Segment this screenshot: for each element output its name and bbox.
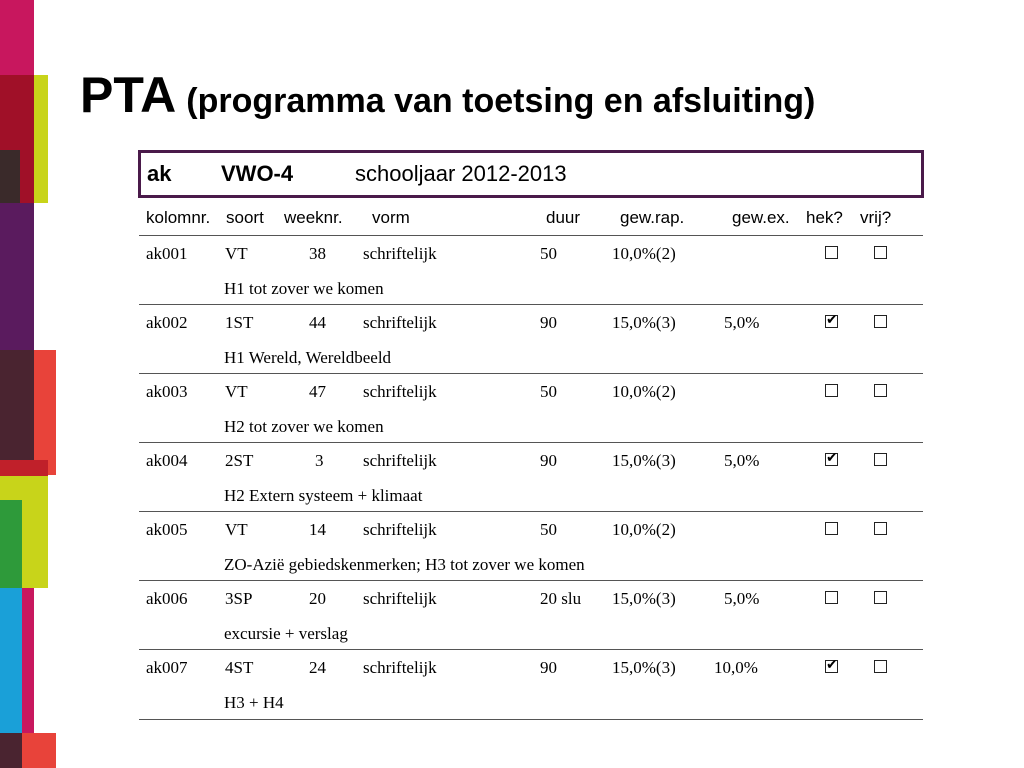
cell-kolomnr: ak001 — [146, 244, 188, 263]
cell-description: H1 tot zover we komen — [224, 279, 384, 298]
cell-vorm: schriftelijk — [363, 244, 437, 263]
cell-soort: 3SP — [225, 589, 253, 608]
cell-soort: VT — [225, 520, 248, 539]
col-header-duur: duur — [546, 208, 581, 227]
col-header-weeknr: weeknr. — [284, 208, 343, 227]
cell-gewex: 5,0% — [724, 313, 760, 332]
hek-checkbox[interactable] — [825, 522, 838, 535]
cell-kolomnr: ak003 — [146, 382, 188, 401]
school-year: schooljaar 2012-2013 — [355, 161, 567, 186]
cell-kolomnr: ak007 — [146, 658, 188, 677]
vrij-checkbox[interactable] — [874, 591, 887, 604]
cell-kolomnr: ak002 — [146, 313, 188, 332]
cell-description: excursie + verslag — [224, 624, 348, 643]
cell-duur: 20 slu — [540, 589, 582, 608]
check-mark-icon: ✔ — [826, 312, 838, 328]
hek-checkbox[interactable] — [825, 246, 838, 259]
cell-duur: 50 — [540, 244, 557, 263]
col-header-hek: hek? — [806, 208, 843, 227]
decor-stripe — [0, 150, 20, 205]
table-row — [0, 236, 1024, 305]
cell-vorm: schriftelijk — [363, 589, 437, 608]
col-header-vorm: vorm — [372, 208, 410, 227]
cell-gewrap: 15,0%(3) — [612, 313, 676, 332]
hek-checkbox[interactable] — [825, 384, 838, 397]
cell-kolomnr: ak006 — [146, 589, 188, 608]
cell-gewrap: 15,0%(3) — [612, 658, 676, 677]
cell-vorm: schriftelijk — [363, 313, 437, 332]
hek-checkbox[interactable] — [825, 657, 838, 673]
col-header-gewex: gew.ex. — [732, 208, 790, 227]
cell-duur: 50 — [540, 382, 557, 401]
cell-kolomnr: ak004 — [146, 451, 188, 470]
cell-soort: 2ST — [225, 451, 254, 470]
decor-stripe — [0, 733, 22, 768]
cell-weeknr: 20 — [309, 589, 326, 608]
subject-code: ak — [147, 161, 172, 186]
cell-weeknr: 44 — [309, 313, 326, 332]
table-row — [0, 374, 1024, 443]
cell-weeknr: 24 — [309, 658, 326, 677]
cell-weeknr: 38 — [309, 244, 326, 263]
slide-title-main: PTA — [80, 67, 177, 123]
table-divider — [139, 719, 923, 720]
cell-kolomnr: ak005 — [146, 520, 188, 539]
cell-weeknr: 14 — [309, 520, 326, 539]
cell-weeknr: 47 — [309, 382, 326, 401]
col-header-kolomnr: kolomnr. — [146, 208, 211, 227]
vrij-checkbox[interactable] — [874, 522, 887, 535]
cell-soort: 1ST — [225, 313, 254, 332]
cell-gewrap: 10,0%(2) — [612, 520, 676, 539]
vrij-checkbox[interactable] — [874, 660, 887, 673]
cell-vorm: schriftelijk — [363, 658, 437, 677]
cell-gewrap: 15,0%(3) — [612, 451, 676, 470]
cell-duur: 90 — [540, 451, 557, 470]
table-row — [0, 581, 1024, 650]
pta-header-box — [138, 150, 924, 198]
cell-description: H2 tot zover we komen — [224, 417, 384, 436]
hek-checkbox[interactable] — [825, 450, 838, 466]
table-row — [0, 443, 1024, 512]
cell-gewrap: 15,0%(3) — [612, 589, 676, 608]
cell-duur: 90 — [540, 658, 557, 677]
slide-title — [80, 66, 815, 124]
cell-vorm: schriftelijk — [363, 382, 437, 401]
cell-soort: 4ST — [225, 658, 254, 677]
cell-weeknr: 3 — [315, 451, 324, 470]
level-label: VWO-4 — [221, 161, 294, 186]
cell-description: H2 Extern systeem + klimaat — [224, 486, 423, 505]
cell-description: ZO-Azië gebiedskenmerken; H3 tot zover we komen — [224, 555, 585, 574]
table-row — [0, 512, 1024, 581]
vrij-checkbox[interactable] — [874, 315, 887, 328]
check-mark-icon: ✔ — [826, 657, 838, 673]
check-mark-icon: ✔ — [826, 450, 838, 466]
col-header-gewrap: gew.rap. — [620, 208, 685, 227]
cell-description: H1 Wereld, Wereldbeeld — [224, 348, 392, 367]
cell-vorm: schriftelijk — [363, 451, 437, 470]
cell-vorm: schriftelijk — [363, 520, 437, 539]
cell-soort: VT — [225, 382, 248, 401]
cell-gewex: 5,0% — [724, 451, 760, 470]
hek-checkbox[interactable] — [825, 591, 838, 604]
hek-checkbox[interactable] — [825, 312, 838, 328]
cell-duur: 90 — [540, 313, 557, 332]
cell-gewrap: 10,0%(2) — [612, 382, 676, 401]
vrij-checkbox[interactable] — [874, 453, 887, 466]
vrij-checkbox[interactable] — [874, 246, 887, 259]
cell-duur: 50 — [540, 520, 557, 539]
col-header-soort: soort — [226, 208, 264, 227]
cell-gewex: 10,0% — [714, 658, 758, 677]
col-header-vrij: vrij? — [860, 208, 892, 227]
cell-gewrap: 10,0%(2) — [612, 244, 676, 263]
table-row — [0, 305, 1024, 374]
cell-description: H3 + H4 — [224, 693, 284, 712]
slide-title-sub: (programma van toetsing en afsluiting) — [186, 82, 816, 120]
vrij-checkbox[interactable] — [874, 384, 887, 397]
cell-soort: VT — [225, 244, 248, 263]
table-row — [0, 650, 1024, 719]
cell-gewex: 5,0% — [724, 589, 760, 608]
